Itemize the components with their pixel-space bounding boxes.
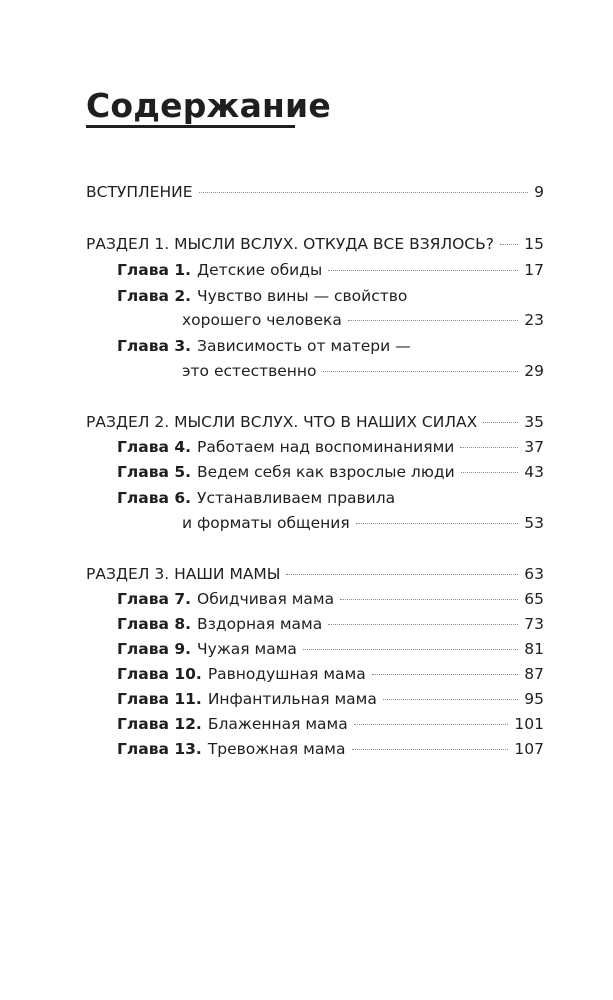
dot-leader	[328, 270, 518, 271]
chapter-title: Блаженная мама	[207, 715, 348, 733]
dot-leader	[303, 649, 518, 650]
chapter-title: Работаем над воспоминаниями	[197, 438, 455, 456]
toc-entry-intro[interactable]	[86, 183, 544, 207]
dot-leader	[372, 674, 519, 675]
title-underline	[86, 125, 295, 128]
toc-chapter-9[interactable]	[117, 640, 544, 664]
page-number: 87	[524, 665, 544, 683]
toc-chapter-11[interactable]	[117, 690, 544, 714]
chapter-number: Глава 8.	[117, 615, 192, 633]
page-number: 15	[524, 235, 544, 253]
toc-chapter-7[interactable]	[117, 590, 544, 614]
chapter-title: Чувство вины — свойство	[197, 287, 408, 305]
toc-chapter-12[interactable]	[117, 715, 544, 739]
toc-section-3[interactable]	[86, 565, 544, 589]
toc-section-2[interactable]	[86, 413, 544, 437]
chapter-number: Глава 11.	[117, 690, 202, 708]
dot-leader	[348, 320, 518, 321]
dot-leader	[356, 523, 519, 524]
toc-chapter-2-line2[interactable]	[182, 311, 544, 335]
chapter-title: Устанавливаем правила	[197, 489, 396, 507]
page-number: 81	[524, 640, 544, 658]
page-number: 101	[514, 715, 544, 733]
page-number: 53	[524, 514, 544, 532]
chapter-number: Глава 13.	[117, 740, 202, 758]
chapter-title: Тревожная мама	[207, 740, 346, 758]
chapter-title-cont: и форматы общения	[182, 514, 350, 532]
toc-chapter-10[interactable]	[117, 665, 544, 689]
toc-chapter-4[interactable]	[117, 438, 544, 462]
chapter-title: Обидчивая мама	[197, 590, 335, 608]
chapter-number: Глава 3.	[117, 337, 192, 355]
chapter-title: Инфантильная мама	[207, 690, 377, 708]
chapter-title: Детские обиды	[197, 261, 323, 279]
chapter-title-cont: это естественно	[182, 362, 317, 380]
page-number: 73	[524, 615, 544, 633]
dot-leader	[340, 599, 518, 600]
page-number: 23	[524, 311, 544, 329]
chapter-number: Глава 5.	[117, 463, 192, 481]
toc-chapter-6-line1[interactable]	[117, 489, 395, 513]
chapter-number: Глава 12.	[117, 715, 202, 733]
dot-leader	[199, 192, 529, 193]
section-label: РАЗДЕЛ 1. МЫСЛИ ВСЛУХ. ОТКУДА ВСЕ ВЗЯЛОСЬ?	[86, 235, 494, 253]
toc-chapter-8[interactable]	[117, 615, 544, 639]
chapter-number: Глава 1.	[117, 261, 192, 279]
entry-label: ВСТУПЛЕНИЕ	[86, 183, 193, 201]
dot-leader	[461, 472, 519, 473]
dot-leader	[383, 699, 518, 700]
page-number: 37	[524, 438, 544, 456]
chapter-number: Глава 2.	[117, 287, 192, 305]
toc-chapter-2-line1[interactable]	[117, 287, 407, 311]
page-number: 17	[524, 261, 544, 279]
chapter-title: Ведем себя как взрослые люди	[197, 463, 455, 481]
toc-chapter-5[interactable]	[117, 463, 544, 487]
chapter-title: Равнодушная мама	[207, 665, 366, 683]
toc-chapter-13[interactable]	[117, 740, 544, 764]
chapter-number: Глава 10.	[117, 665, 202, 683]
toc-chapter-1[interactable]	[117, 261, 544, 285]
page-number: 65	[524, 590, 544, 608]
section-label: РАЗДЕЛ 3. НАШИ МАМЫ	[86, 565, 281, 583]
dot-leader	[286, 574, 518, 575]
toc-section-1[interactable]	[86, 235, 544, 259]
page-title: Содержание	[86, 86, 331, 125]
toc-chapter-3-line2[interactable]	[182, 362, 544, 386]
dot-leader	[500, 244, 518, 245]
chapter-number: Глава 9.	[117, 640, 192, 658]
chapter-title-cont: хорошего человека	[182, 311, 342, 329]
toc-chapter-6-line2[interactable]	[182, 514, 544, 538]
chapter-number: Глава 7.	[117, 590, 192, 608]
dot-leader	[352, 749, 509, 750]
chapter-number: Глава 4.	[117, 438, 192, 456]
dot-leader	[354, 724, 509, 725]
page-number: 63	[524, 565, 544, 583]
chapter-number: Глава 6.	[117, 489, 192, 507]
toc-chapter-3-line1[interactable]	[117, 337, 411, 361]
page-number: 9	[534, 183, 544, 201]
page-number: 35	[524, 413, 544, 431]
page-number: 95	[524, 690, 544, 708]
dot-leader	[323, 371, 519, 372]
page-number: 29	[524, 362, 544, 380]
chapter-title: Вздорная мама	[197, 615, 323, 633]
chapter-title: Чужая мама	[197, 640, 297, 658]
section-label: РАЗДЕЛ 2. МЫСЛИ ВСЛУХ. ЧТО В НАШИХ СИЛАХ	[86, 413, 478, 431]
dot-leader	[328, 624, 518, 625]
page-number: 107	[514, 740, 544, 758]
dot-leader	[460, 447, 518, 448]
chapter-title: Зависимость от матери —	[197, 337, 411, 355]
page-number: 43	[524, 463, 544, 481]
dot-leader	[483, 422, 518, 423]
